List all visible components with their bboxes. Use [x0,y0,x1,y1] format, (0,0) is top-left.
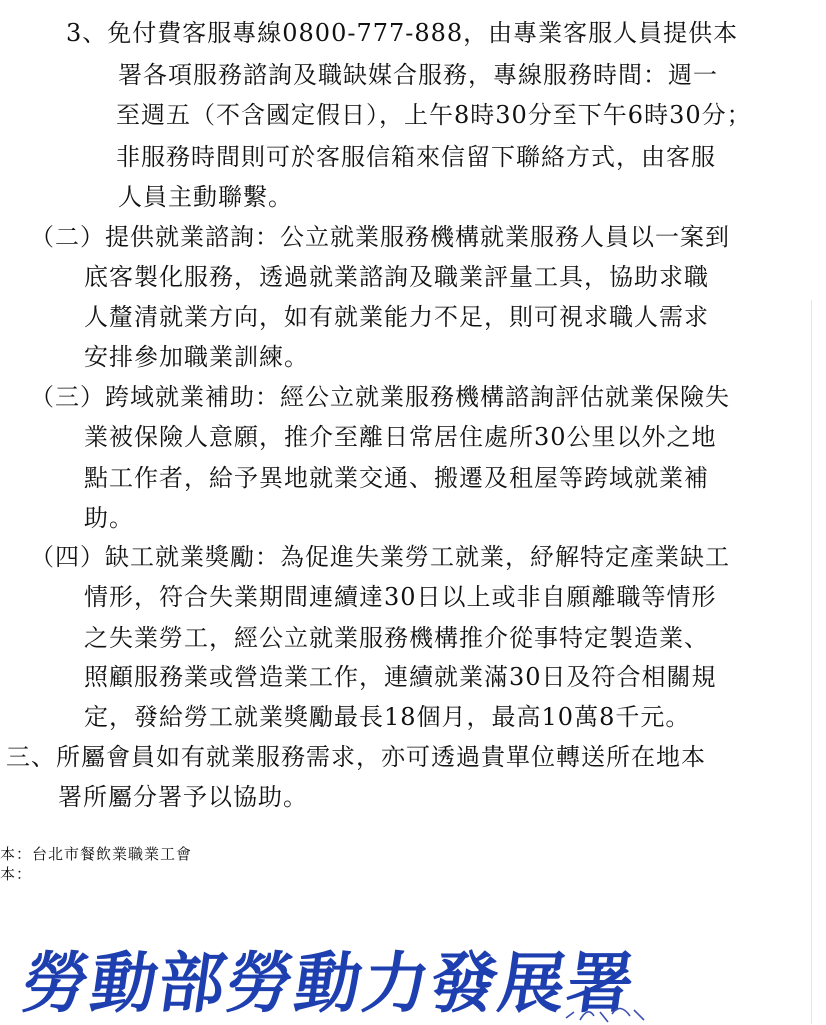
copy-recipient: 本： [0,865,33,883]
sub-3-line-4: 助。 [84,504,134,532]
sub-4-line-1: （四）缺工就業獎勵：為促進失業勞工就業，紓解特定產業缺工 [30,543,730,571]
sub-4-line-3: 之失業勞工，經公立就業服務機構推介從事特定製造業、 [84,624,709,652]
sub-2-line-4: 安排參加職業訓練。 [84,343,309,371]
item-3-line-5: 人員主動聯繫。 [118,183,293,211]
sub-2-line-3: 人釐清就業方向，如有就業能力不足，則可視求職人需求 [84,303,709,331]
sub-3-line-2: 業被保險人意願，推介至離日常居住處所30公里以外之地 [84,423,717,451]
sub-3-line-3: 點工作者，給予異地就業交通、搬遷及租屋等跨域就業補 [84,464,709,492]
sub-2-line-1: （二）提供就業諮詢：公立就業服務機構就業服務人員以一案到 [30,223,730,251]
section-3-line-2: 署所屬分署予以協助。 [58,783,308,811]
sub-3-line-1: （三）跨域就業補助：經公立就業服務機構諮詢評估就業保險失 [30,383,730,411]
agency-stamp: 勞動部勞動力發展署 [17,944,641,1022]
sub-4-line-4: 照顧服務業或營造業工作，連續就業滿30日及符合相關規 [84,663,717,691]
signature-mark [560,992,680,1024]
scan-edge [811,300,812,1024]
item-3-line-1: 3、免付費客服專線0800-777-888，由專業客服人員提供本 [66,19,739,47]
item-3-line-4: 非服務時間則可於客服信箱來信留下聯絡方式，由客服 [116,143,716,171]
item-3-line-2: 署各項服務諮詢及職缺媒合服務，專線服務時間：週一 [118,61,718,89]
sub-4-line-5: 定，發給勞工就業獎勵最長18個月，最高10萬8千元。 [84,703,691,731]
item-3-line-3: 至週五（不含國定假日），上午8時30分至下午6時30分； [116,101,752,129]
sub-2-line-2: 底客製化服務，透過就業諮詢及職業評量工具，協助求職 [84,263,709,291]
sub-4-line-2: 情形，符合失業期間連續達30日以上或非自願離職等情形 [84,583,717,611]
original-recipient: 本：台北市餐飲業職業工會 [0,845,193,863]
section-3-line-1: 三、所屬會員如有就業服務需求，亦可透過貴單位轉送所在地本 [6,743,706,771]
